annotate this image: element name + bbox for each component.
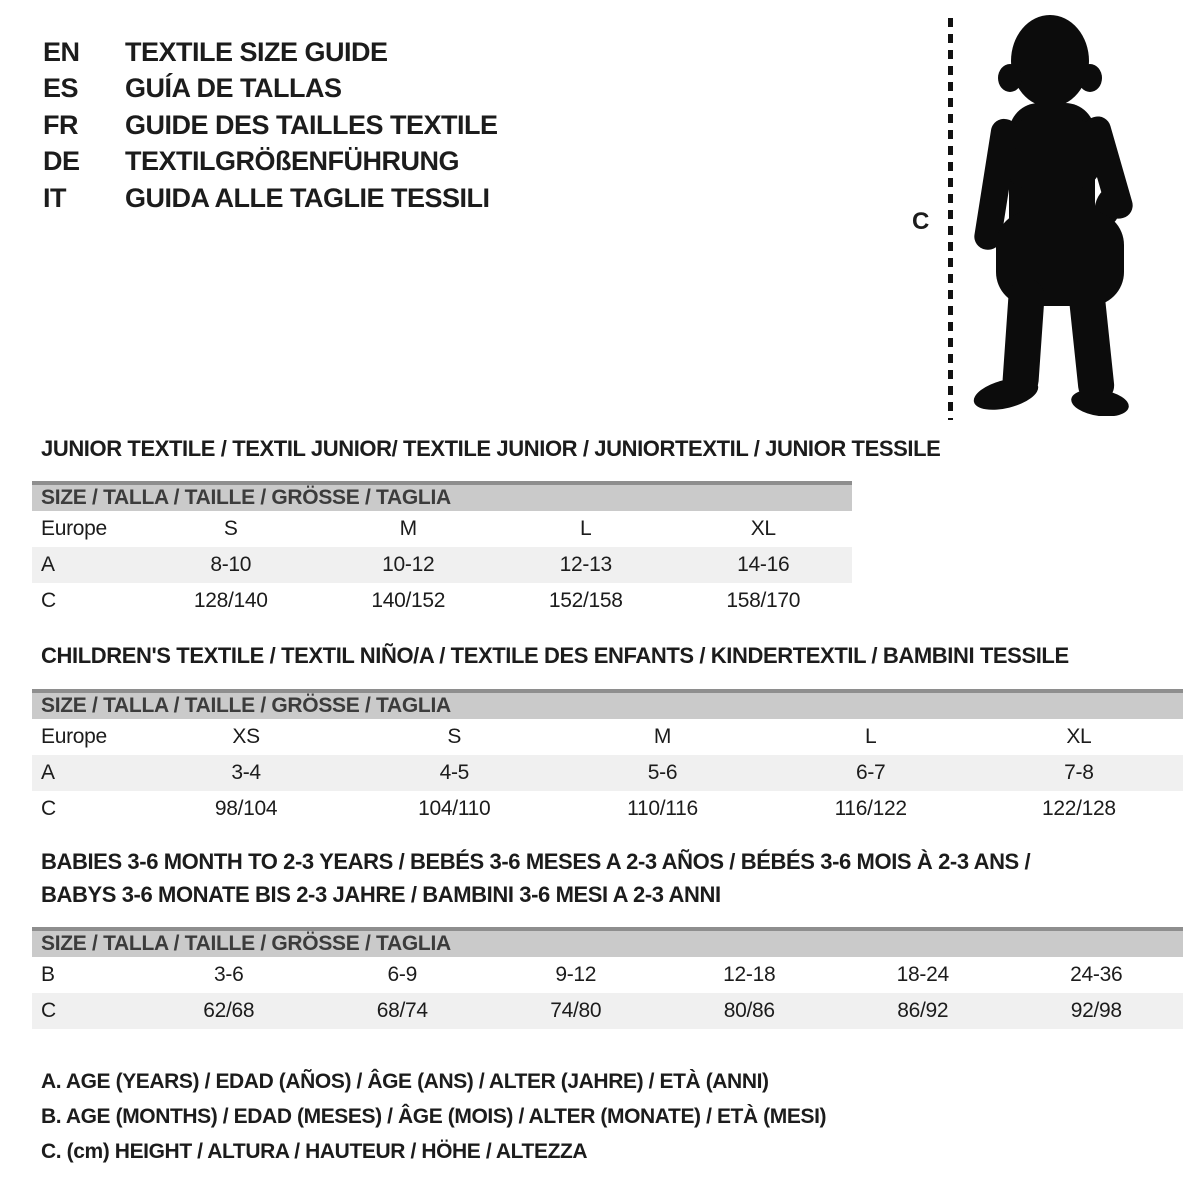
height-cell: 80/86 [723,999,775,1022]
babies-title-line-1: BABIES 3-6 MONTH TO 2-3 YEARS / BEBÉS 3-6 MESES A 2-3 AÑOS / BÉBÉS 3-6 MOIS À 2-3 ANS / [41,849,1031,874]
months-cell: 12-18 [723,963,776,986]
age-cell: 10-12 [382,553,435,576]
age-cell: 7-8 [1064,761,1094,784]
age-cell: 5-6 [647,761,678,784]
height-cell: 68/74 [376,999,428,1022]
language-title: GUIDE DES TAILLES TEXTILE [125,109,498,140]
size-cell: M [653,725,672,748]
height-cell: 104/110 [418,797,491,820]
size-cell: XS [232,725,260,748]
height-cell: 98/104 [214,797,278,820]
age-cell: 3-4 [231,761,261,784]
table-row-height [32,583,852,619]
language-title-list [43,34,498,216]
age-cell: 6-7 [855,761,886,784]
row-label: C [41,797,56,820]
size-cell: S [447,725,462,748]
months-cell: 3-6 [214,963,244,986]
size-cell: M [399,517,417,540]
footnote-age-years: A. AGE (YEARS) / EDAD (AÑOS) / ÂGE (ANS) / ALTER (JAHRE) / ETÀ (ANNI) [41,1070,769,1093]
row-label: A [41,553,55,576]
months-cell: 9-12 [555,963,597,986]
height-cell: 110/116 [627,797,698,820]
footnote-list [41,1064,826,1169]
language-code: IT [43,182,66,213]
height-cell: 128/140 [193,589,268,612]
age-cell: 12-13 [559,553,612,576]
table-row-height [32,791,1183,827]
height-measure-label: C [912,208,930,235]
table-row-europe [32,511,852,547]
section-title-children: CHILDREN'S TEXTILE / TEXTIL NIÑO/A / TEXTILE DES ENFANTS / KINDERTEXTIL / BAMBINI TESSILE [41,643,1069,668]
size-header-bar: SIZE / TALLA / TAILLE / GRÖSSE / TAGLIA [32,927,1183,957]
row-label: Europe [41,725,107,748]
row-label: C [41,589,56,612]
row-label: Europe [41,517,107,540]
size-header-bar: SIZE / TALLA / TAILLE / GRÖSSE / TAGLIA [32,689,1183,719]
height-cell: 158/170 [726,589,801,612]
junior-size-table [32,481,852,619]
size-cell: XL [750,517,776,540]
table-row-europe [32,719,1183,755]
language-title: GUÍA DE TALLAS [125,73,342,104]
size-cell: L [580,517,592,540]
language-title: GUIDA ALLE TAGLIE TESSILI [125,182,490,213]
height-cell: 62/68 [203,999,255,1022]
size-cell: XL [1066,725,1092,748]
height-cell: 140/152 [371,589,446,612]
section-title-babies [41,845,1030,911]
size-cell: S [223,517,238,540]
height-cell: 152/158 [548,589,623,612]
height-cell: 116/122 [834,797,907,820]
row-label: C [41,999,56,1022]
row-label: A [41,761,55,784]
age-cell: 14-16 [737,553,790,576]
table-row-age [32,755,1183,791]
children-size-table [32,689,1183,827]
table-row-age [32,547,852,583]
height-dashed-line [948,18,953,420]
height-cell: 86/92 [897,999,949,1022]
language-code: EN [43,37,80,67]
section-title-junior: JUNIOR TEXTILE / TEXTIL JUNIOR/ TEXTILE JUNIOR / JUNIORTEXTIL / JUNIOR TESSILE [41,436,941,461]
table-row-months [32,957,1183,993]
language-code: ES [43,73,79,104]
height-cell: 122/128 [1041,797,1116,820]
table-row-height [32,993,1183,1029]
size-header-bar: SIZE / TALLA / TAILLE / GRÖSSE / TAGLIA [32,481,852,511]
language-code: FR [43,109,78,140]
months-cell: 24-36 [1070,963,1123,986]
language-title: TEXTILGRÖßENFÜHRUNG [125,146,459,177]
height-cell: 92/98 [1070,999,1122,1022]
age-cell: 4-5 [439,761,470,784]
size-cell: L [865,725,877,748]
age-cell: 8-10 [210,553,252,576]
months-cell: 18-24 [896,963,949,986]
height-cell: 74/80 [550,999,602,1022]
months-cell: 6-9 [387,963,417,986]
footnote-age-months: B. AGE (MONTHS) / EDAD (MESES) / ÂGE (MOIS) / ALTER (MONATE) / ETÀ (MESI) [41,1105,827,1128]
toddler-silhouette-icon [962,11,1134,416]
language-code: DE [43,146,80,177]
babies-title-line-2: BABYS 3-6 MONATE BIS 2-3 JAHRE / BAMBINI 3-6 MESI A 2-3 ANNI [41,882,721,907]
footnote-height-cm: C. (cm) HEIGHT / ALTURA / HAUTEUR / HÖHE / ALTEZZA [41,1140,588,1163]
babies-size-table [32,927,1183,1029]
language-title: TEXTILE SIZE GUIDE [125,37,388,67]
row-label: B [41,963,55,986]
toddler-figure [900,8,1156,428]
